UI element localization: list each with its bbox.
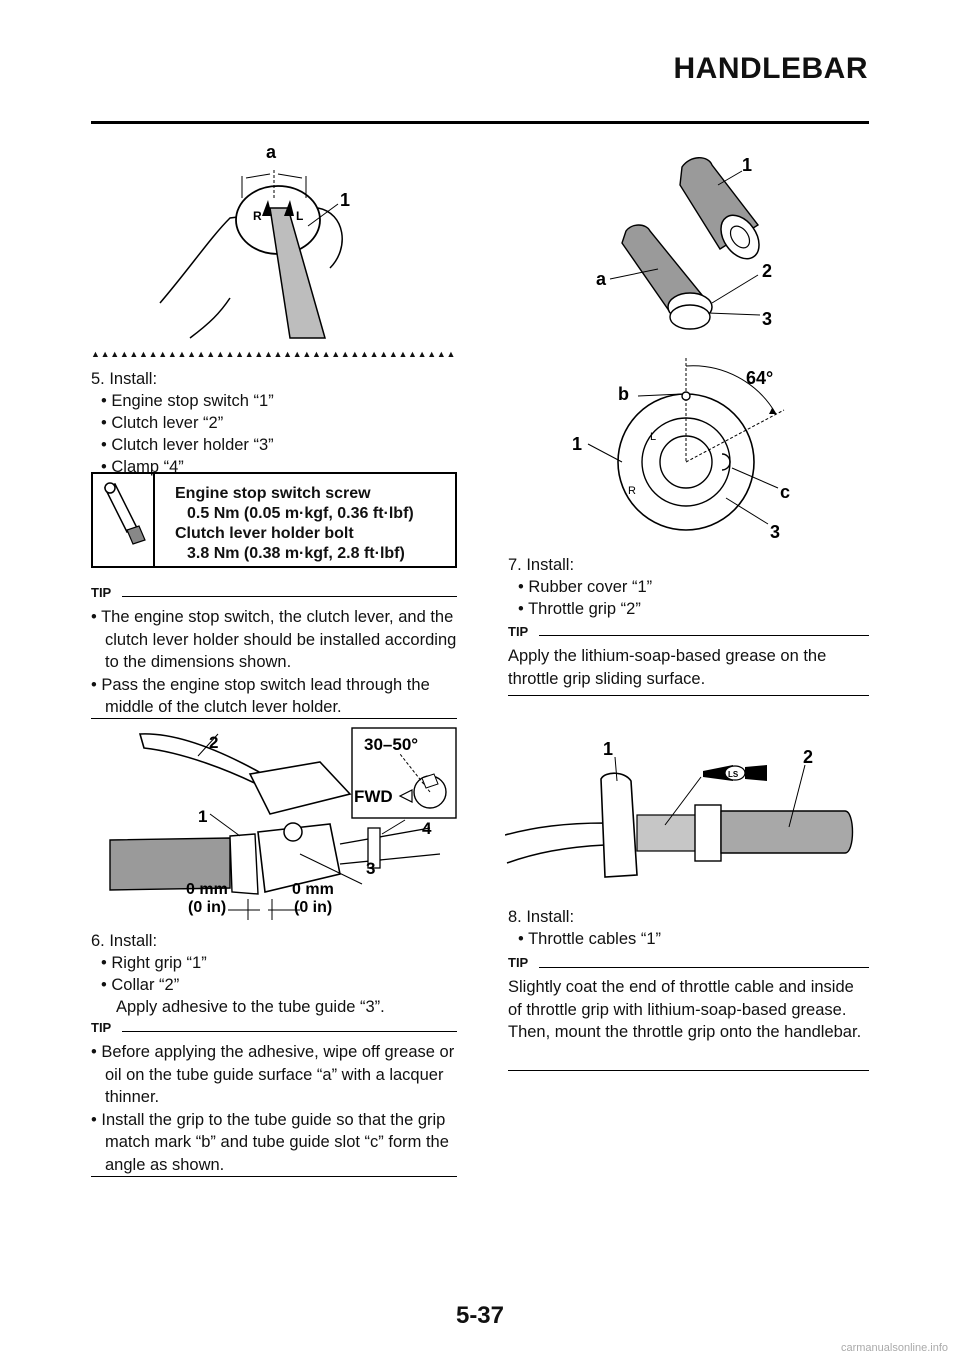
list-item: • Clutch lever holder “3” [101,436,274,454]
list-item: • Rubber cover “1” [518,578,653,596]
fig5-label-1: 1 [603,739,614,759]
list-item: • Right grip “1” [101,954,207,972]
fig5-label-2: 2 [803,747,814,767]
fig2-label-2: 2 [762,261,773,281]
fig3-dim1-in: (0 in) [188,899,227,916]
page-title: HANDLEBAR [673,52,868,85]
end-of-procedure-marks: ▲▲▲▲▲▲▲▲▲▲▲▲▲▲▲▲▲▲▲▲▲▲▲▲▲▲▲▲▲▲▲▲▲▲▲▲▲▲ [91,349,457,359]
list-item: • Throttle cables “1” [518,930,662,948]
step-8-list [518,928,661,950]
fig2-label-1: 1 [742,155,753,175]
spec-item-value: 3.8 Nm (0.38 m·kgf, 2.8 ft·lbf) [187,545,405,562]
fig3-label-3: 3 [366,859,376,878]
mark-r: R [253,209,262,223]
tip-end-rule [508,1070,869,1071]
fig4-label-3: 3 [770,522,781,538]
fig3-label-1: 1 [198,807,208,826]
tip-5-text [91,606,457,719]
tip-label: TIP [508,624,529,639]
tip-6-text [91,1041,457,1176]
step-7-list [518,576,652,620]
torque-spec-box [91,472,457,568]
spec-item-value: 0.5 Nm (0.05 m·kgf, 0.36 ft·lbf) [187,505,414,522]
tip-item: • The engine stop switch, the clutch lever, and the clutch lever holder should be installed according to the dimensions shown. [91,608,457,671]
tip-label: TIP [508,955,529,970]
tip-rule [122,596,457,597]
fig3-dim2-mm: 0 mm [292,881,334,898]
fig3-label-2: 2 [209,733,219,752]
spec-item-name: Engine stop switch screw [175,485,371,502]
fig3-dim2-in: (0 in) [294,899,333,916]
step-7-heading: 7. Install: [508,556,575,574]
tip-end-rule [91,718,457,719]
list-item: • Throttle grip “2” [518,600,641,618]
step-5-heading: 5. Install: [91,370,158,388]
mark-l: L [296,209,304,223]
tip-item: • Pass the engine stop switch lead through the middle of the clutch lever holder. [91,675,430,716]
tip-rule [122,1031,457,1032]
tip-8-text: Slightly coat the end of throttle cable and inside of throttle grip with lithium-soap-based grease. Then, mount the throttle grip onto the handlebar. [508,978,862,1041]
fig3-dim1-mm: 0 mm [186,881,228,898]
tip-item: • Install the grip to the tube guide so that the grip match mark “b” and tube guide slot “c” form the angle as shown. [91,1110,449,1174]
fig3-fwd: FWD [354,787,393,806]
ls-grease-mark: LS [728,770,739,779]
header-rule [91,121,869,124]
tip-rule [539,635,869,636]
figure-right-grip-collar [590,145,790,345]
tip-label: TIP [91,1020,112,1035]
list-item: • Engine stop switch “1” [101,392,274,410]
fig2-label-a: a [596,269,607,289]
mark-r: R [628,485,636,497]
step-5-list [101,390,274,478]
spec-values [175,484,414,564]
tip-label: TIP [91,585,112,600]
fig4-label-c: c [780,482,791,502]
spec-item-name: Clutch lever holder bolt [175,525,354,542]
tip-end-rule [508,695,869,696]
torque-wrench-icon [93,474,155,566]
tip-7-text: Apply the lithium-soap-based grease on the throttle grip sliding surface. [508,647,827,688]
tip-rule [539,967,869,968]
page-number: 5-37 [455,1302,505,1329]
fig2-label-3: 3 [762,309,773,329]
step-6-heading: 6. Install: [91,932,158,950]
list-item: • Clutch lever “2” [101,414,224,432]
tip-item: • Before applying the adhesive, wipe off grease or oil on the tube guide surface “a” with a lacquer thinner. [91,1043,455,1106]
mark-l: L [650,431,657,443]
step-8-heading: 8. Install: [508,908,575,926]
fig4-label-1: 1 [572,434,583,454]
fig3-angle: 30–50° [364,735,419,754]
tip-end-rule [91,1176,457,1177]
list-item: • Collar “2” [101,976,180,994]
figure-stop-switch-alignment [150,138,390,343]
figure-grip-match-mark-angle [562,358,802,538]
fig3-label-4: 4 [422,819,432,838]
figure-throttle-grip-grease [505,735,865,885]
fig4-angle: 64° [746,368,774,388]
figure-clutch-lever-assembly [100,724,462,920]
step-6-note: Apply adhesive to the tube guide “3”. [116,998,385,1016]
fig4-label-b: b [618,384,629,404]
fig1-label-1: 1 [340,190,351,210]
watermark: carmanualsonline.info [840,1342,948,1354]
fig1-label-a: a [266,142,277,162]
list-item: • Clamp “4” [101,458,184,476]
step-6-list [101,952,385,1018]
